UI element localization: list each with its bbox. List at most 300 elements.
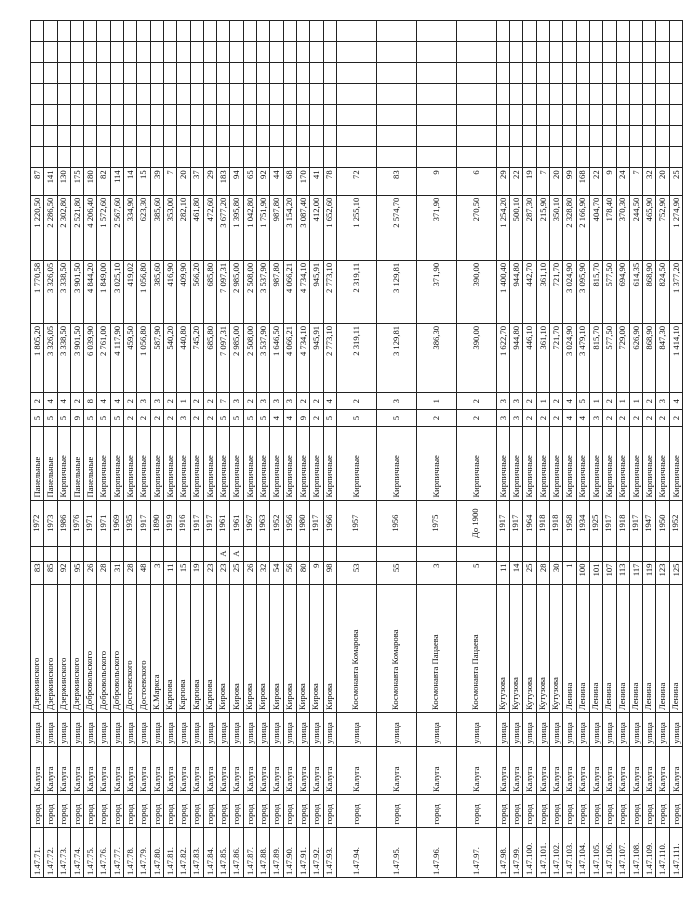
empty-cell <box>589 105 602 126</box>
row-id-cell: 1.47.103. <box>563 827 576 877</box>
build-year-cell: 1967 <box>243 500 256 546</box>
build-year-cell: 1957 <box>336 500 376 546</box>
house-number-cell: 56 <box>283 561 296 584</box>
house-block-cell <box>336 546 376 561</box>
residents-cell: 65 <box>243 168 256 195</box>
locality-type-cell: город <box>550 794 563 827</box>
area-residential-cell: 370,30 <box>616 195 629 260</box>
empty-cell <box>323 126 336 147</box>
floors-cell: 2 <box>550 410 563 427</box>
empty-cell <box>496 42 509 63</box>
area-total-cell: 3 326,05 <box>44 323 57 392</box>
table-row <box>496 21 509 878</box>
row-id-cell: 1.47.93. <box>323 827 336 877</box>
empty-cell <box>496 147 509 168</box>
locality-cell: Калуга <box>217 746 230 794</box>
empty-cell <box>97 126 110 147</box>
table-row <box>510 21 523 878</box>
empty-cell <box>84 126 97 147</box>
house-number-cell: 123 <box>656 561 669 584</box>
locality-cell: Калуга <box>44 746 57 794</box>
entrances-cell: 2 <box>190 393 203 410</box>
street-type-cell: улица <box>416 712 456 746</box>
house-block-cell <box>669 546 682 561</box>
empty-cell <box>629 105 642 126</box>
house-number-cell: 28 <box>124 561 137 584</box>
empty-cell <box>270 21 283 42</box>
empty-cell <box>296 63 309 84</box>
empty-cell <box>416 105 456 126</box>
empty-cell <box>536 147 549 168</box>
empty-cell <box>629 63 642 84</box>
empty-cell <box>230 126 243 147</box>
street-type-cell: улица <box>217 712 230 746</box>
wall-material-cell: Кирпичные <box>230 426 243 500</box>
street-name-cell: Кутузова <box>536 584 549 712</box>
area-total-cell: 587,90 <box>150 323 163 392</box>
empty-cell <box>70 105 83 126</box>
empty-cell <box>550 21 563 42</box>
house-block-cell <box>456 546 496 561</box>
wall-material-cell: Кирпичные <box>550 426 563 500</box>
area-total-cell: 386,30 <box>416 323 456 392</box>
empty-cell <box>336 126 376 147</box>
empty-cell <box>536 84 549 105</box>
build-year-cell: 1976 <box>70 500 83 546</box>
empty-cell <box>257 126 270 147</box>
row-id-cell: 1.47.94. <box>336 827 376 877</box>
empty-cell <box>243 84 256 105</box>
empty-cell <box>283 21 296 42</box>
empty-cell <box>137 105 150 126</box>
build-year-cell: 1973 <box>44 500 57 546</box>
build-year-cell: 1917 <box>496 500 509 546</box>
entrances-cell: 4 <box>563 393 576 410</box>
floors-cell: 9 <box>70 410 83 427</box>
empty-cell <box>70 42 83 63</box>
build-year-cell: 1919 <box>163 500 176 546</box>
entrances-cell: 4 <box>110 393 123 410</box>
empty-cell <box>669 126 682 147</box>
table-row <box>124 21 137 878</box>
empty-cell <box>203 126 216 147</box>
area-residential-cell: 1 652,60 <box>323 195 336 260</box>
wall-material-cell: Кирпичные <box>177 426 190 500</box>
locality-type-cell: город <box>310 794 323 827</box>
empty-cell <box>44 105 57 126</box>
empty-cell <box>656 21 669 42</box>
empty-cell <box>163 63 176 84</box>
empty-cell <box>110 63 123 84</box>
entrances-cell: 1 <box>616 393 629 410</box>
street-name-cell: Кирова <box>257 584 270 712</box>
row-id-cell: 1.47.87. <box>243 827 256 877</box>
empty-cell <box>576 84 589 105</box>
row-id-cell: 1.47.101. <box>536 827 549 877</box>
area-residential-cell: 623,30 <box>137 195 150 260</box>
house-block-cell: А <box>230 546 243 561</box>
build-year-cell: 1916 <box>177 500 190 546</box>
wall-material-cell: Кирпичные <box>563 426 576 500</box>
empty-cell <box>177 84 190 105</box>
empty-cell <box>643 105 656 126</box>
row-id-cell: 1.47.107. <box>616 827 629 877</box>
empty-cell <box>669 147 682 168</box>
empty-cell <box>150 126 163 147</box>
residents-cell: 175 <box>70 168 83 195</box>
street-name-cell: Дзержинского <box>44 584 57 712</box>
floors-cell: 3 <box>496 410 509 427</box>
locality-cell: Калуга <box>296 746 309 794</box>
empty-cell <box>669 63 682 84</box>
street-type-cell: улица <box>203 712 216 746</box>
table-row <box>416 21 456 878</box>
empty-cell <box>283 84 296 105</box>
house-block-cell <box>643 546 656 561</box>
area-living-cell: 577,50 <box>603 260 616 323</box>
empty-cell <box>177 147 190 168</box>
empty-cell <box>177 42 190 63</box>
floors-cell: 5 <box>217 410 230 427</box>
locality-cell: Калуга <box>629 746 642 794</box>
entrances-cell: 4 <box>669 393 682 410</box>
empty-cell <box>323 42 336 63</box>
floors-cell: 5 <box>376 410 416 427</box>
empty-cell <box>310 21 323 42</box>
street-type-cell: улица <box>190 712 203 746</box>
row-id-cell: 1.47.104. <box>576 827 589 877</box>
row-id-cell: 1.47.72. <box>44 827 57 877</box>
locality-type-cell: город <box>563 794 576 827</box>
residents-cell: 78 <box>323 168 336 195</box>
locality-cell: Калуга <box>283 746 296 794</box>
empty-cell <box>643 21 656 42</box>
area-residential-cell: 2 302,80 <box>57 195 70 260</box>
row-id-cell: 1.47.82. <box>177 827 190 877</box>
empty-cell <box>243 126 256 147</box>
wall-material-cell: Кирпичные <box>416 426 456 500</box>
house-number-cell: 26 <box>243 561 256 584</box>
residents-cell: 68 <box>283 168 296 195</box>
empty-cell <box>629 42 642 63</box>
floors-cell: 2 <box>124 410 137 427</box>
empty-cell <box>296 126 309 147</box>
empty-cell <box>257 84 270 105</box>
floors-cell: 5 <box>31 410 44 427</box>
area-residential-cell: 385,60 <box>150 195 163 260</box>
locality-cell: Калуга <box>257 746 270 794</box>
table-row <box>376 21 416 878</box>
entrances-cell: 1 <box>589 393 602 410</box>
street-type-cell: улица <box>163 712 176 746</box>
empty-cell <box>230 42 243 63</box>
empty-cell <box>190 42 203 63</box>
empty-cell <box>323 147 336 168</box>
empty-cell <box>97 63 110 84</box>
floors-cell: 5 <box>336 410 376 427</box>
empty-cell <box>70 21 83 42</box>
locality-cell: Калуга <box>57 746 70 794</box>
street-name-cell: Достоевского <box>124 584 137 712</box>
empty-cell <box>190 63 203 84</box>
empty-cell <box>616 105 629 126</box>
empty-cell <box>44 84 57 105</box>
street-type-cell: улица <box>257 712 270 746</box>
area-total-cell: 847,30 <box>656 323 669 392</box>
wall-material-cell: Кирпичные <box>97 426 110 500</box>
empty-cell <box>376 126 416 147</box>
empty-cell <box>163 84 176 105</box>
area-residential-cell: 412,00 <box>310 195 323 260</box>
floors-cell: 5 <box>110 410 123 427</box>
row-id-cell: 1.47.105. <box>589 827 602 877</box>
empty-cell <box>31 84 44 105</box>
house-block-cell: А <box>217 546 230 561</box>
house-number-cell: 48 <box>137 561 150 584</box>
street-type-cell: улица <box>150 712 163 746</box>
entrances-cell: 2 <box>124 393 137 410</box>
empty-cell <box>456 21 496 42</box>
floors-cell: 2 <box>137 410 150 427</box>
empty-cell <box>616 42 629 63</box>
empty-cell <box>323 21 336 42</box>
floors-cell: 4 <box>563 410 576 427</box>
table-row <box>323 21 336 878</box>
area-total-cell: 1 056,80 <box>137 323 150 392</box>
table-row <box>563 21 576 878</box>
area-living-cell: 2 508,00 <box>243 260 256 323</box>
empty-cell <box>31 105 44 126</box>
empty-cell <box>150 147 163 168</box>
area-living-cell: 385,60 <box>150 260 163 323</box>
table-row <box>643 21 656 878</box>
street-name-cell: К.Маркса <box>150 584 163 712</box>
locality-cell: Калуга <box>270 746 283 794</box>
empty-cell <box>523 42 536 63</box>
empty-cell <box>563 105 576 126</box>
area-total-cell: 390,00 <box>456 323 496 392</box>
build-year-cell: До 1900 <box>456 500 496 546</box>
area-residential-cell: 178,40 <box>603 195 616 260</box>
house-number-cell: 28 <box>97 561 110 584</box>
empty-cell <box>31 21 44 42</box>
street-type-cell: улица <box>230 712 243 746</box>
area-residential-cell: 2 567,60 <box>110 195 123 260</box>
empty-cell <box>576 42 589 63</box>
empty-cell <box>510 63 523 84</box>
entrances-cell: 1 <box>536 393 549 410</box>
house-number-cell: 80 <box>296 561 309 584</box>
empty-cell <box>283 105 296 126</box>
floors-cell: 2 <box>669 410 682 427</box>
build-year-cell: 1975 <box>416 500 456 546</box>
street-name-cell: Ленина <box>589 584 602 712</box>
empty-cell <box>310 126 323 147</box>
table-row <box>523 21 536 878</box>
row-id-cell: 1.47.78. <box>124 827 137 877</box>
empty-cell <box>230 21 243 42</box>
residents-cell: 22 <box>510 168 523 195</box>
empty-cell <box>124 126 137 147</box>
area-residential-cell: 350,10 <box>550 195 563 260</box>
empty-cell <box>603 126 616 147</box>
wall-material-cell: Кирпичные <box>270 426 283 500</box>
empty-cell <box>243 105 256 126</box>
empty-cell <box>110 42 123 63</box>
floors-cell: 5 <box>257 410 270 427</box>
locality-type-cell: город <box>456 794 496 827</box>
house-block-cell <box>190 546 203 561</box>
empty-cell <box>217 63 230 84</box>
empty-cell <box>456 42 496 63</box>
empty-cell <box>550 105 563 126</box>
empty-cell <box>629 21 642 42</box>
house-number-cell: 98 <box>323 561 336 584</box>
empty-cell <box>643 42 656 63</box>
table-row <box>629 21 642 878</box>
house-block-cell <box>310 546 323 561</box>
build-year-cell: 1917 <box>190 500 203 546</box>
empty-cell <box>496 21 509 42</box>
locality-type-cell: город <box>31 794 44 827</box>
empty-cell <box>456 105 496 126</box>
empty-cell <box>217 42 230 63</box>
empty-cell <box>416 147 456 168</box>
floors-cell: 5 <box>243 410 256 427</box>
empty-cell <box>336 147 376 168</box>
area-living-cell: 3 025,10 <box>110 260 123 323</box>
empty-cell <box>336 42 376 63</box>
wall-material-cell: Панельные <box>44 426 57 500</box>
entrances-cell: 7 <box>217 393 230 410</box>
locality-cell: Калуга <box>669 746 682 794</box>
locality-cell: Калуга <box>550 746 563 794</box>
empty-cell <box>57 126 70 147</box>
area-total-cell: 3 479,10 <box>576 323 589 392</box>
street-type-cell: улица <box>70 712 83 746</box>
locality-type-cell: город <box>124 794 137 827</box>
area-total-cell: 1 622,70 <box>496 323 509 392</box>
locality-type-cell: город <box>536 794 549 827</box>
empty-cell <box>190 105 203 126</box>
locality-type-cell: город <box>163 794 176 827</box>
locality-cell: Калуга <box>523 746 536 794</box>
locality-type-cell: город <box>57 794 70 827</box>
area-residential-cell: 465,90 <box>643 195 656 260</box>
wall-material-cell: Кирпичные <box>536 426 549 500</box>
empty-cell <box>523 147 536 168</box>
row-id-cell: 1.47.91. <box>296 827 309 877</box>
house-number-cell: 28 <box>536 561 549 584</box>
empty-cell <box>97 147 110 168</box>
empty-cell <box>190 21 203 42</box>
residents-cell: 20 <box>656 168 669 195</box>
empty-cell <box>163 105 176 126</box>
row-id-cell: 1.47.85. <box>217 827 230 877</box>
empty-cell <box>656 105 669 126</box>
build-year-cell: 1952 <box>270 500 283 546</box>
empty-cell <box>510 105 523 126</box>
empty-cell <box>177 105 190 126</box>
empty-cell <box>323 105 336 126</box>
area-living-cell: 442,70 <box>523 260 536 323</box>
empty-cell <box>603 105 616 126</box>
locality-cell: Калуга <box>177 746 190 794</box>
wall-material-cell: Кирпичные <box>629 426 642 500</box>
row-id-cell: 1.47.71. <box>31 827 44 877</box>
empty-cell <box>510 21 523 42</box>
street-type-cell: улица <box>629 712 642 746</box>
empty-cell <box>203 42 216 63</box>
empty-cell <box>44 63 57 84</box>
wall-material-cell: Кирпичные <box>296 426 309 500</box>
entrances-cell: 2 <box>203 393 216 410</box>
house-block-cell <box>589 546 602 561</box>
row-id-cell: 1.47.75. <box>84 827 97 877</box>
house-number-cell: 95 <box>70 561 83 584</box>
empty-cell <box>336 63 376 84</box>
empty-cell <box>163 42 176 63</box>
area-living-cell: 2 319,11 <box>336 260 376 323</box>
empty-cell <box>203 21 216 42</box>
entrances-cell: 1 <box>177 393 190 410</box>
residents-cell: 83 <box>376 168 416 195</box>
empty-cell <box>310 42 323 63</box>
empty-cell <box>257 147 270 168</box>
empty-cell <box>456 63 496 84</box>
area-residential-cell: 2 521,80 <box>70 195 83 260</box>
table-row <box>217 21 230 878</box>
entrances-cell: 2 <box>70 393 83 410</box>
street-name-cell: Дзержинского <box>31 584 44 712</box>
wall-material-cell: Кирпичные <box>656 426 669 500</box>
empty-cell <box>137 126 150 147</box>
empty-cell <box>44 42 57 63</box>
street-type-cell: улица <box>243 712 256 746</box>
locality-type-cell: город <box>296 794 309 827</box>
empty-cell <box>576 126 589 147</box>
house-block-cell <box>84 546 97 561</box>
house-number-cell: 14 <box>510 561 523 584</box>
house-number-cell: 25 <box>523 561 536 584</box>
table-row <box>243 21 256 878</box>
build-year-cell: 1958 <box>563 500 576 546</box>
area-total-cell: 685,80 <box>203 323 216 392</box>
street-name-cell: Кутузова <box>510 584 523 712</box>
row-id-cell: 1.47.80. <box>150 827 163 877</box>
empty-cell <box>336 21 376 42</box>
street-type-cell: улица <box>310 712 323 746</box>
empty-cell <box>124 147 137 168</box>
empty-cell <box>310 63 323 84</box>
table-row <box>84 21 97 878</box>
empty-cell <box>31 147 44 168</box>
empty-cell <box>217 105 230 126</box>
street-type-cell: улица <box>536 712 549 746</box>
locality-cell: Калуга <box>150 746 163 794</box>
locality-cell: Калуга <box>243 746 256 794</box>
table-row <box>177 21 190 878</box>
row-id-cell: 1.47.84. <box>203 827 216 877</box>
street-name-cell: Ленина <box>669 584 682 712</box>
area-residential-cell: 1 572,60 <box>97 195 110 260</box>
empty-cell <box>496 126 509 147</box>
row-id-cell: 1.47.98. <box>496 827 509 877</box>
wall-material-cell: Панельные <box>31 426 44 500</box>
entrances-cell: 2 <box>163 393 176 410</box>
street-type-cell: улица <box>137 712 150 746</box>
area-residential-cell: 371,90 <box>416 195 456 260</box>
